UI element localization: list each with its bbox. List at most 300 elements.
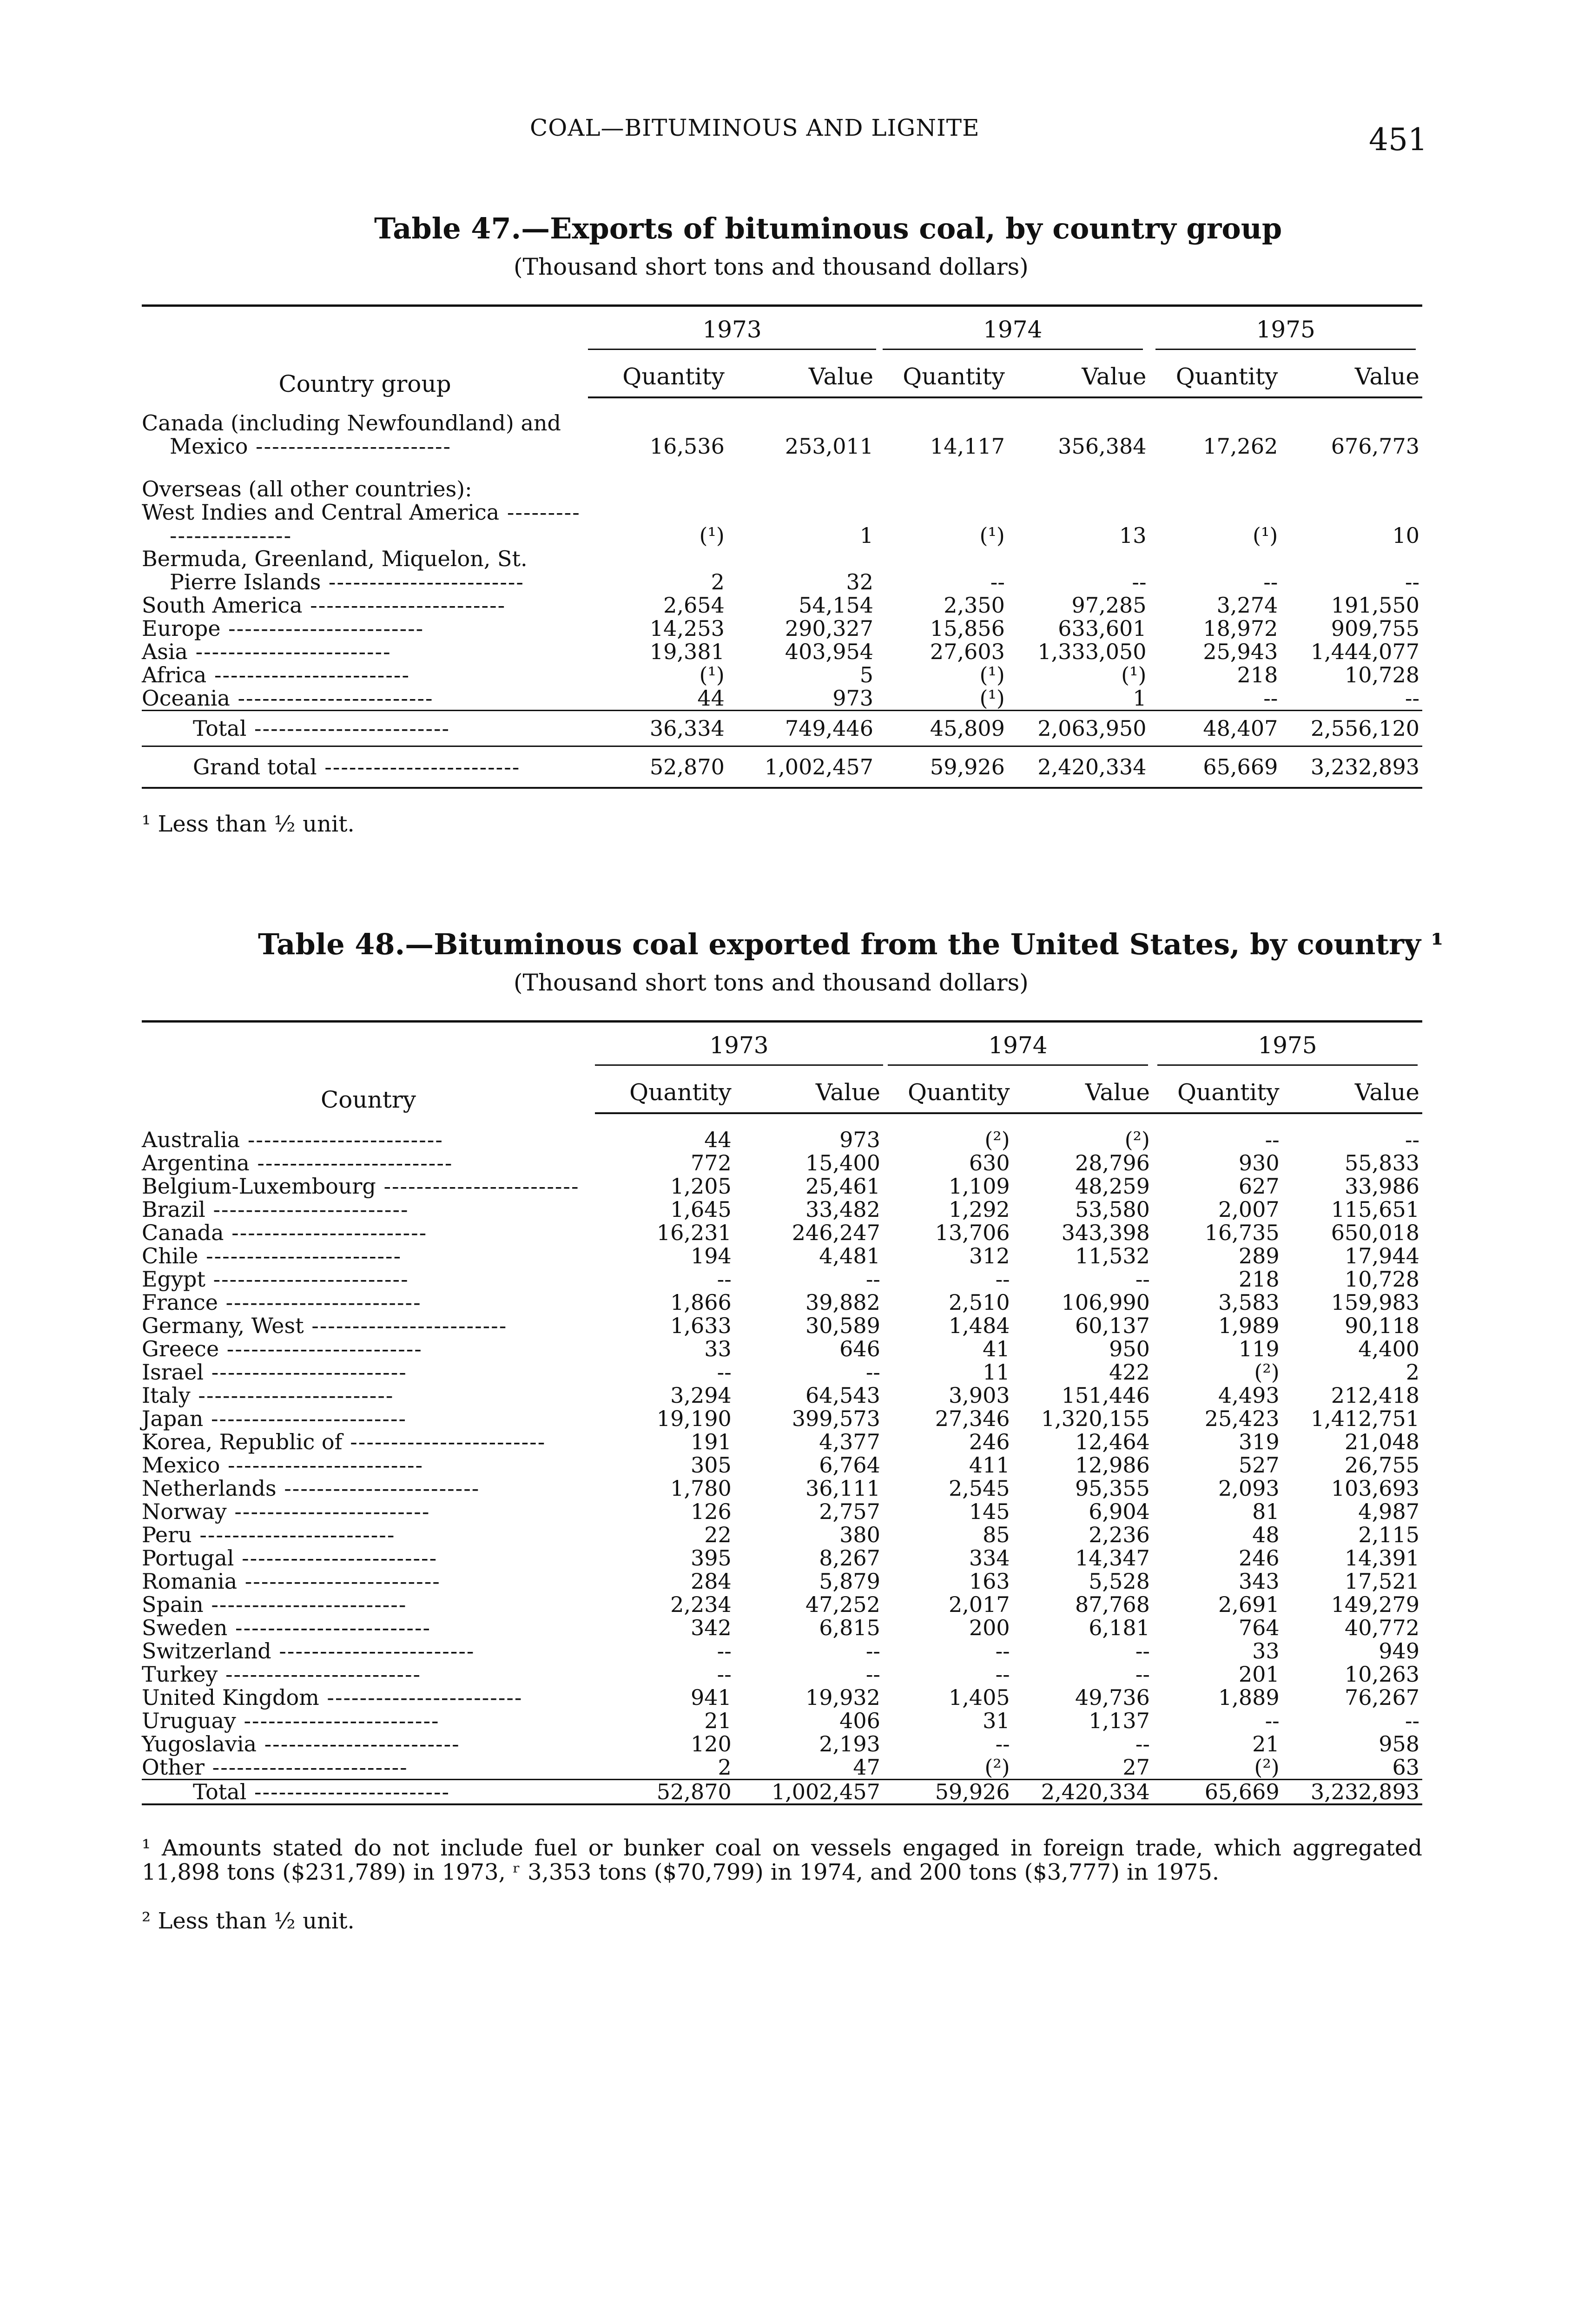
quantity-cell: 126: [690, 1499, 732, 1524]
row-label-text: United Kingdom -----: [142, 1685, 522, 1710]
value-cell: 343,398: [1061, 1220, 1150, 1245]
value-cell: 1,002,457: [743, 1780, 883, 1805]
quantity-cell: 13,706: [935, 1220, 1010, 1245]
quantity-cell: 1,889: [1218, 1685, 1280, 1710]
quantity-cell: 218: [1237, 662, 1278, 687]
table48-year-1975: 1975: [1157, 1032, 1418, 1066]
row-label-text: Netherlands -----: [142, 1476, 480, 1501]
row-label-text: Argentina -----: [142, 1150, 453, 1175]
table48-quantity-header: Quantity: [595, 1072, 743, 1113]
row-label-text: Europe -----: [142, 616, 424, 641]
row-label-text: Romania -----: [142, 1569, 441, 1594]
quantity-cell: 14,117: [930, 434, 1005, 459]
value-cell: 21,048: [1345, 1429, 1419, 1454]
table-row: [142, 594, 1422, 617]
quantity-cell: --: [717, 1360, 732, 1385]
table-row: [142, 466, 1422, 501]
quantity-cell: 630: [969, 1150, 1010, 1175]
value-cell: --: [1405, 569, 1419, 594]
quantity-cell: 81: [1252, 1499, 1280, 1524]
row-label: [142, 1221, 595, 1244]
row-label-text: West Indies and Central America -----: [142, 500, 581, 548]
quantity-cell: 15,856: [930, 616, 1005, 641]
value-cell: 12,464: [1075, 1429, 1150, 1454]
quantity-cell: 4,493: [1218, 1383, 1280, 1408]
row-label-text: Other -----: [142, 1755, 408, 1780]
row-label: [142, 1616, 595, 1639]
value-cell: 27: [1122, 1755, 1150, 1780]
value-cell: 749,446: [736, 711, 876, 746]
value-cell: --: [1135, 1731, 1150, 1756]
value-cell: 5,879: [819, 1569, 880, 1594]
value-cell: 403,954: [785, 639, 874, 664]
value-cell: 2,063,950: [1016, 711, 1149, 746]
value-cell: 97,285: [1071, 593, 1147, 618]
quantity-cell: 312: [969, 1243, 1010, 1268]
table-row: [142, 1523, 1422, 1546]
value-cell: 10,728: [1345, 662, 1419, 687]
value-cell: 6,904: [1089, 1499, 1150, 1524]
quantity-cell: 31: [983, 1708, 1010, 1733]
value-cell: 290,327: [785, 616, 874, 641]
row-label-text: Total -----: [193, 716, 450, 741]
table-row: [142, 1709, 1422, 1732]
quantity-cell: 25,423: [1204, 1406, 1280, 1431]
value-cell: 19,932: [805, 1685, 880, 1710]
quantity-cell: 44: [704, 1127, 732, 1152]
quantity-cell: (¹): [699, 523, 725, 548]
quantity-cell: 59,926: [876, 746, 1016, 788]
value-cell: --: [1132, 569, 1147, 594]
value-cell: 1,412,751: [1310, 1406, 1419, 1431]
table-row: [142, 1732, 1422, 1756]
row-label-text: Belgium-Luxembourg -----: [142, 1174, 580, 1199]
table-row: [142, 1546, 1422, 1570]
value-cell: 40,772: [1345, 1615, 1419, 1640]
quantity-cell: 2,017: [948, 1592, 1010, 1617]
quantity-cell: 59,926: [883, 1780, 1021, 1805]
table-row: [142, 1593, 1422, 1616]
value-cell: 676,773: [1331, 434, 1419, 459]
quantity-cell: 25,943: [1203, 639, 1278, 664]
quantity-cell: 1,405: [948, 1685, 1010, 1710]
quantity-cell: 3,903: [948, 1383, 1010, 1408]
value-cell: 39,882: [805, 1290, 880, 1315]
row-label: [142, 1732, 595, 1756]
quantity-cell: 218: [1238, 1267, 1280, 1292]
value-cell: 15,400: [805, 1150, 880, 1175]
value-cell: 10,728: [1345, 1267, 1419, 1292]
table47-value-header: Value: [1016, 357, 1149, 397]
row-label-text: Chile -----: [142, 1243, 402, 1268]
quantity-cell: 41: [983, 1336, 1010, 1361]
value-cell: 1,137: [1089, 1708, 1150, 1733]
quantity-cell: 246: [1238, 1545, 1280, 1571]
value-cell: 115,651: [1331, 1197, 1419, 1222]
table-row: [142, 1756, 1422, 1780]
quantity-cell: [588, 466, 736, 501]
value-cell: 159,983: [1331, 1290, 1419, 1315]
value-cell: (²): [1124, 1127, 1150, 1152]
table-row: [142, 1639, 1422, 1663]
row-label: [142, 1337, 595, 1360]
quantity-cell: 11: [983, 1360, 1010, 1385]
table-row: [142, 746, 1422, 788]
quantity-cell: --: [995, 1662, 1010, 1687]
value-cell: 6,181: [1089, 1615, 1150, 1640]
value-cell: 246,247: [792, 1220, 880, 1245]
quantity-cell: (¹): [979, 662, 1005, 687]
row-label-text: Mexico -----: [142, 1452, 423, 1478]
row-label: [142, 1314, 595, 1337]
quantity-cell: --: [1265, 1127, 1280, 1152]
value-cell: --: [865, 1267, 880, 1292]
value-cell: 2,757: [819, 1499, 880, 1524]
row-label: [142, 1291, 595, 1314]
value-cell: 2,193: [819, 1731, 880, 1756]
row-label: [142, 1639, 595, 1663]
row-label-text: Greece -----: [142, 1336, 422, 1361]
value-cell: 1: [1133, 686, 1147, 711]
value-cell: 25,461: [805, 1174, 880, 1199]
value-cell: 49,736: [1075, 1685, 1150, 1710]
value-cell: 2,556,120: [1289, 711, 1422, 746]
row-label-text: Portugal -----: [142, 1545, 437, 1571]
table48-quantity-header: Quantity: [883, 1072, 1021, 1113]
row-label-text: Canada (including Newfoundland) and Mexico -----: [142, 410, 561, 459]
value-cell: 47,252: [805, 1592, 880, 1617]
table-row: [142, 1314, 1422, 1337]
quantity-cell: (²): [1254, 1755, 1280, 1780]
quantity-cell: 2,691: [1218, 1592, 1280, 1617]
value-cell: 13: [1119, 523, 1147, 548]
row-label: [142, 687, 588, 711]
row-label: [142, 1244, 595, 1268]
quantity-cell: 2,654: [663, 593, 725, 618]
value-cell: 14,391: [1345, 1545, 1419, 1571]
quantity-cell: --: [995, 1638, 1010, 1664]
table48-quantity-header: Quantity: [1153, 1072, 1291, 1113]
row-label-text: Switzerland -----: [142, 1638, 475, 1664]
value-cell: 48,259: [1075, 1174, 1150, 1199]
table48-footnote-1: ¹ Amounts stated do not include fuel or bunker coal on vessels engaged in foreign trade, which aggregated 11,898 tons ($231,789) in 1973, ʳ 3,353 tons ($70,799) in 1974, and 200 tons ($3,777) in 1975.: [142, 1835, 1422, 1885]
quantity-cell: 342: [690, 1615, 732, 1640]
quantity-cell: 36,334: [588, 711, 736, 746]
quantity-cell: 200: [969, 1615, 1010, 1640]
value-cell: 90,118: [1345, 1313, 1419, 1338]
row-label: [142, 1500, 595, 1523]
value-cell: 36,111: [805, 1476, 880, 1501]
quantity-cell: --: [717, 1638, 732, 1664]
quantity-cell: [1149, 466, 1289, 501]
row-label: [142, 663, 588, 687]
quantity-cell: 772: [690, 1150, 732, 1175]
table47-year-1973: 1973: [588, 316, 876, 350]
quantity-cell: 16,231: [656, 1220, 732, 1245]
table48-title: Table 48.—Bituminous coal exported from the United States, by country ¹: [258, 927, 1444, 961]
value-cell: 11,532: [1075, 1243, 1150, 1268]
table47-year-1974: 1974: [883, 316, 1143, 350]
value-cell: 909,755: [1331, 616, 1419, 641]
quantity-cell: 411: [969, 1452, 1010, 1478]
table48-country-header: Country: [142, 1022, 595, 1114]
value-cell: 54,154: [799, 593, 874, 618]
row-label-text: Spain -----: [142, 1592, 407, 1617]
value-cell: 4,377: [819, 1429, 880, 1454]
quantity-cell: 45,809: [876, 711, 1016, 746]
value-cell: 949: [1379, 1638, 1419, 1664]
quantity-cell: 22: [704, 1522, 732, 1547]
table47-country-header: Country group: [142, 306, 588, 398]
value-cell: 3,232,893: [1289, 746, 1422, 788]
table47-footnote: ¹ Less than ½ unit.: [142, 811, 355, 837]
table-row: [142, 1780, 1422, 1805]
row-label: [142, 1756, 595, 1780]
table47-value-header: Value: [1289, 357, 1422, 397]
value-cell: 33,986: [1345, 1174, 1419, 1199]
row-label-text: Korea, Republic of -----: [142, 1429, 546, 1454]
table-row: [142, 1198, 1422, 1221]
row-label-text: Brazil -----: [142, 1197, 409, 1222]
quantity-cell: 65,669: [1153, 1780, 1291, 1805]
table47-year-1975: 1975: [1155, 316, 1416, 350]
value-cell: 646: [839, 1336, 880, 1361]
value-cell: 3,232,893: [1291, 1780, 1422, 1805]
row-label: [142, 547, 588, 594]
table47: [142, 304, 1422, 789]
table-row: [142, 1384, 1422, 1407]
quantity-cell: --: [1263, 569, 1278, 594]
row-label: [142, 1686, 595, 1709]
quantity-cell: 1,109: [948, 1174, 1010, 1199]
value-cell: 4,987: [1358, 1499, 1419, 1524]
quantity-cell: 1,989: [1218, 1313, 1280, 1338]
row-label: [142, 501, 588, 547]
quantity-cell: 395: [690, 1545, 732, 1571]
value-cell: 4,400: [1358, 1336, 1419, 1361]
quantity-cell: 319: [1238, 1429, 1280, 1454]
quantity-cell: 3,583: [1218, 1290, 1280, 1315]
value-cell: 633,601: [1058, 616, 1147, 641]
table-row: [142, 617, 1422, 640]
quantity-cell: 85: [983, 1522, 1010, 1547]
value-cell: 12,986: [1075, 1452, 1150, 1478]
quantity-cell: 527: [1238, 1452, 1280, 1478]
quantity-cell: 201: [1238, 1662, 1280, 1687]
quantity-cell: 2,545: [948, 1476, 1010, 1501]
quantity-cell: 191: [690, 1429, 732, 1454]
quantity-cell: 44: [697, 686, 725, 711]
quantity-cell: 284: [690, 1569, 732, 1594]
value-cell: 60,137: [1075, 1313, 1150, 1338]
row-label-text: Australia -----: [142, 1127, 443, 1152]
value-cell: 399,573: [792, 1406, 880, 1431]
quantity-cell: 246: [969, 1429, 1010, 1454]
quantity-cell: 2,007: [1218, 1197, 1280, 1222]
quantity-cell: 1,292: [948, 1197, 1010, 1222]
value-cell: 103,693: [1331, 1476, 1419, 1501]
quantity-cell: 1,205: [670, 1174, 732, 1199]
quantity-cell: --: [995, 1267, 1010, 1292]
table-row: [142, 1291, 1422, 1314]
quantity-cell: (²): [984, 1127, 1010, 1152]
quantity-cell: --: [990, 569, 1005, 594]
value-cell: (¹): [1121, 662, 1147, 687]
value-cell: 2,420,334: [1016, 746, 1149, 788]
value-cell: 253,011: [785, 434, 874, 459]
value-cell: 1,333,050: [1037, 639, 1147, 664]
value-cell: --: [1135, 1267, 1150, 1292]
row-label: [142, 1113, 595, 1151]
row-label: [142, 1593, 595, 1616]
row-label: [142, 1360, 595, 1384]
row-label-text: Egypt -----: [142, 1267, 409, 1292]
quantity-cell: [876, 466, 1016, 501]
value-cell: 406: [839, 1708, 880, 1733]
row-label: [142, 1268, 595, 1291]
value-cell: 650,018: [1331, 1220, 1419, 1245]
quantity-cell: 120: [690, 1731, 732, 1756]
value-cell: --: [1135, 1638, 1150, 1664]
value-cell: 191,550: [1331, 593, 1419, 618]
quantity-cell: 21: [1252, 1731, 1280, 1756]
quantity-cell: 33: [704, 1336, 732, 1361]
row-label: [142, 617, 588, 640]
table-row: [142, 397, 1422, 466]
table-row: [142, 1268, 1422, 1291]
value-cell: 33,482: [805, 1197, 880, 1222]
quantity-cell: 1,866: [670, 1290, 732, 1315]
value-cell: 6,815: [819, 1615, 880, 1640]
row-label: [142, 746, 588, 788]
quantity-cell: 48,407: [1149, 711, 1289, 746]
table47-title: Table 47.—Exports of bituminous coal, by country group: [374, 211, 1282, 245]
value-cell: 64,543: [805, 1383, 880, 1408]
quantity-cell: 163: [969, 1569, 1010, 1594]
table48-footnote-2: ² Less than ½ unit.: [142, 1908, 355, 1934]
quantity-cell: 289: [1238, 1243, 1280, 1268]
value-cell: 30,589: [805, 1313, 880, 1338]
value-cell: 28,796: [1075, 1150, 1150, 1175]
table48-value-header: Value: [743, 1072, 883, 1113]
table47-quantity-header: Quantity: [588, 357, 736, 397]
row-label: [142, 466, 588, 501]
page-number: 451: [1369, 122, 1427, 158]
table-row: [142, 687, 1422, 711]
value-cell: --: [865, 1360, 880, 1385]
table48-value-header: Value: [1291, 1072, 1422, 1113]
table47-value-header: Value: [736, 357, 876, 397]
table-row: [142, 1113, 1422, 1151]
quantity-cell: --: [717, 1662, 732, 1687]
row-label-text: Canada -----: [142, 1220, 427, 1245]
quantity-cell: 33: [1252, 1638, 1280, 1664]
row-label-text: Africa -----: [142, 662, 410, 687]
table48: [142, 1020, 1422, 1805]
value-cell: 1,444,077: [1310, 639, 1419, 664]
value-cell: --: [1405, 686, 1419, 711]
value-cell: 10: [1392, 523, 1419, 548]
table47-quantity-header: Quantity: [1149, 357, 1289, 397]
quantity-cell: --: [995, 1731, 1010, 1756]
value-cell: 2,420,334: [1021, 1780, 1153, 1805]
row-label: [142, 1175, 595, 1198]
row-label: [142, 1570, 595, 1593]
value-cell: 53,580: [1075, 1197, 1150, 1222]
quantity-cell: (²): [984, 1755, 1010, 1780]
table-row: [142, 1616, 1422, 1639]
table-row: [142, 1453, 1422, 1477]
quantity-cell: 19,381: [649, 639, 725, 664]
table-row: [142, 1686, 1422, 1709]
quantity-cell: 2,093: [1218, 1476, 1280, 1501]
value-cell: --: [1135, 1662, 1150, 1687]
value-cell: 106,990: [1061, 1290, 1150, 1315]
table48-subtitle: (Thousand short tons and thousand dollars): [514, 969, 1029, 996]
table47-subtitle: (Thousand short tons and thousand dollars): [514, 253, 1029, 280]
table-row: [142, 1151, 1422, 1175]
quantity-cell: 65,669: [1149, 746, 1289, 788]
running-head: COAL—BITUMINOUS AND LIGNITE: [530, 114, 980, 141]
quantity-cell: 343: [1238, 1569, 1280, 1594]
row-label: [142, 1151, 595, 1175]
quantity-cell: 930: [1238, 1150, 1280, 1175]
row-label-text: Grand total -----: [193, 754, 520, 779]
quantity-cell: 14,253: [649, 616, 725, 641]
value-cell: 2,115: [1358, 1522, 1419, 1547]
quantity-cell: 27,346: [935, 1406, 1010, 1431]
value-cell: 958: [1379, 1731, 1419, 1756]
value-cell: 5: [859, 662, 874, 687]
quantity-cell: 1,633: [670, 1313, 732, 1338]
value-cell: 2,236: [1089, 1522, 1150, 1547]
quantity-cell: 305: [690, 1452, 732, 1478]
quantity-cell: 3,274: [1216, 593, 1278, 618]
row-label-text: France -----: [142, 1290, 422, 1315]
quantity-cell: (¹): [699, 662, 725, 687]
value-cell: 973: [839, 1127, 880, 1152]
value-cell: 1,002,457: [736, 746, 876, 788]
row-label-text: Norway -----: [142, 1499, 430, 1524]
row-label-text: Sweden -----: [142, 1615, 431, 1640]
value-cell: 63: [1392, 1755, 1419, 1780]
table-row: [142, 1477, 1422, 1500]
quantity-cell: --: [1265, 1708, 1280, 1733]
quantity-cell: 17,262: [1203, 434, 1278, 459]
quantity-cell: 145: [969, 1499, 1010, 1524]
quantity-cell: 52,870: [595, 1780, 743, 1805]
value-cell: 8,267: [819, 1545, 880, 1571]
row-label: [142, 1430, 595, 1453]
row-label-text: Bermuda, Greenland, Miquelon, St. Pierre Islands -----: [142, 546, 528, 594]
quantity-cell: --: [717, 1267, 732, 1292]
table-row: [142, 1360, 1422, 1384]
value-cell: --: [865, 1638, 880, 1664]
quantity-cell: 119: [1238, 1336, 1280, 1361]
row-label: [142, 640, 588, 663]
table-row: [142, 1570, 1422, 1593]
quantity-cell: 18,972: [1203, 616, 1278, 641]
quantity-cell: 2,350: [944, 593, 1005, 618]
row-label-text: South America -----: [142, 593, 506, 618]
value-cell: 950: [1109, 1336, 1150, 1361]
value-cell: [1289, 466, 1422, 501]
table47-quantity-header: Quantity: [876, 357, 1016, 397]
row-label: [142, 397, 588, 466]
value-cell: [736, 466, 876, 501]
quantity-cell: --: [1263, 686, 1278, 711]
row-label-text: Japan -----: [142, 1406, 407, 1431]
